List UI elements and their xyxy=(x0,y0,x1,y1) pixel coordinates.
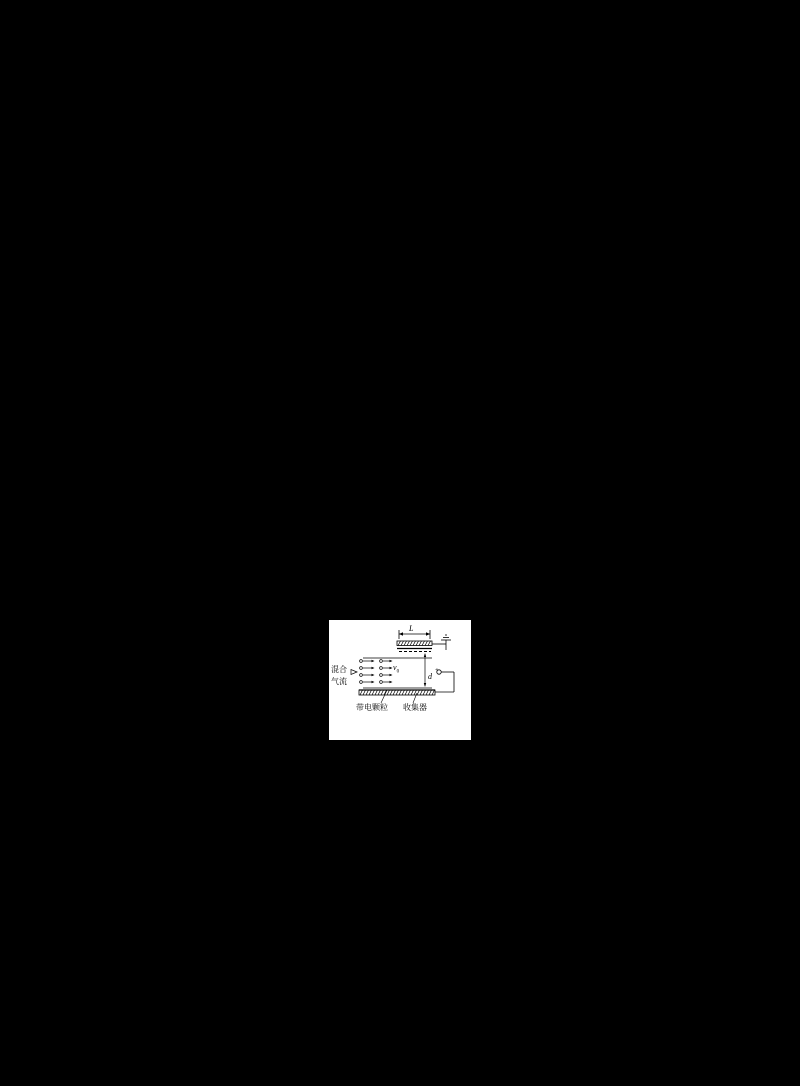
length-arrow-right xyxy=(426,632,430,635)
label-plate-length: L xyxy=(409,624,414,633)
figure-panel xyxy=(329,620,471,740)
velocity-subscript: 0 xyxy=(396,669,400,675)
label-mixed-flow-line2: 气流 xyxy=(331,677,347,686)
label-charged-particles: 带电颗粒 xyxy=(356,703,388,712)
precipitator-schematic-svg xyxy=(329,620,471,740)
label-collector: 收集器 xyxy=(403,703,427,712)
circuit-wiring xyxy=(432,635,454,692)
label-mixed-flow-line1: 混合 xyxy=(331,665,347,674)
velocity-symbol: v xyxy=(393,663,397,672)
particle-flow-arrows xyxy=(360,660,393,684)
inlet-flow-arrow xyxy=(351,670,357,675)
length-arrow-left xyxy=(399,632,403,635)
figure-drawing xyxy=(329,620,471,740)
label-plate-separation: d xyxy=(428,672,432,681)
positive-terminal-label: + xyxy=(435,666,439,674)
label-velocity xyxy=(393,664,399,675)
